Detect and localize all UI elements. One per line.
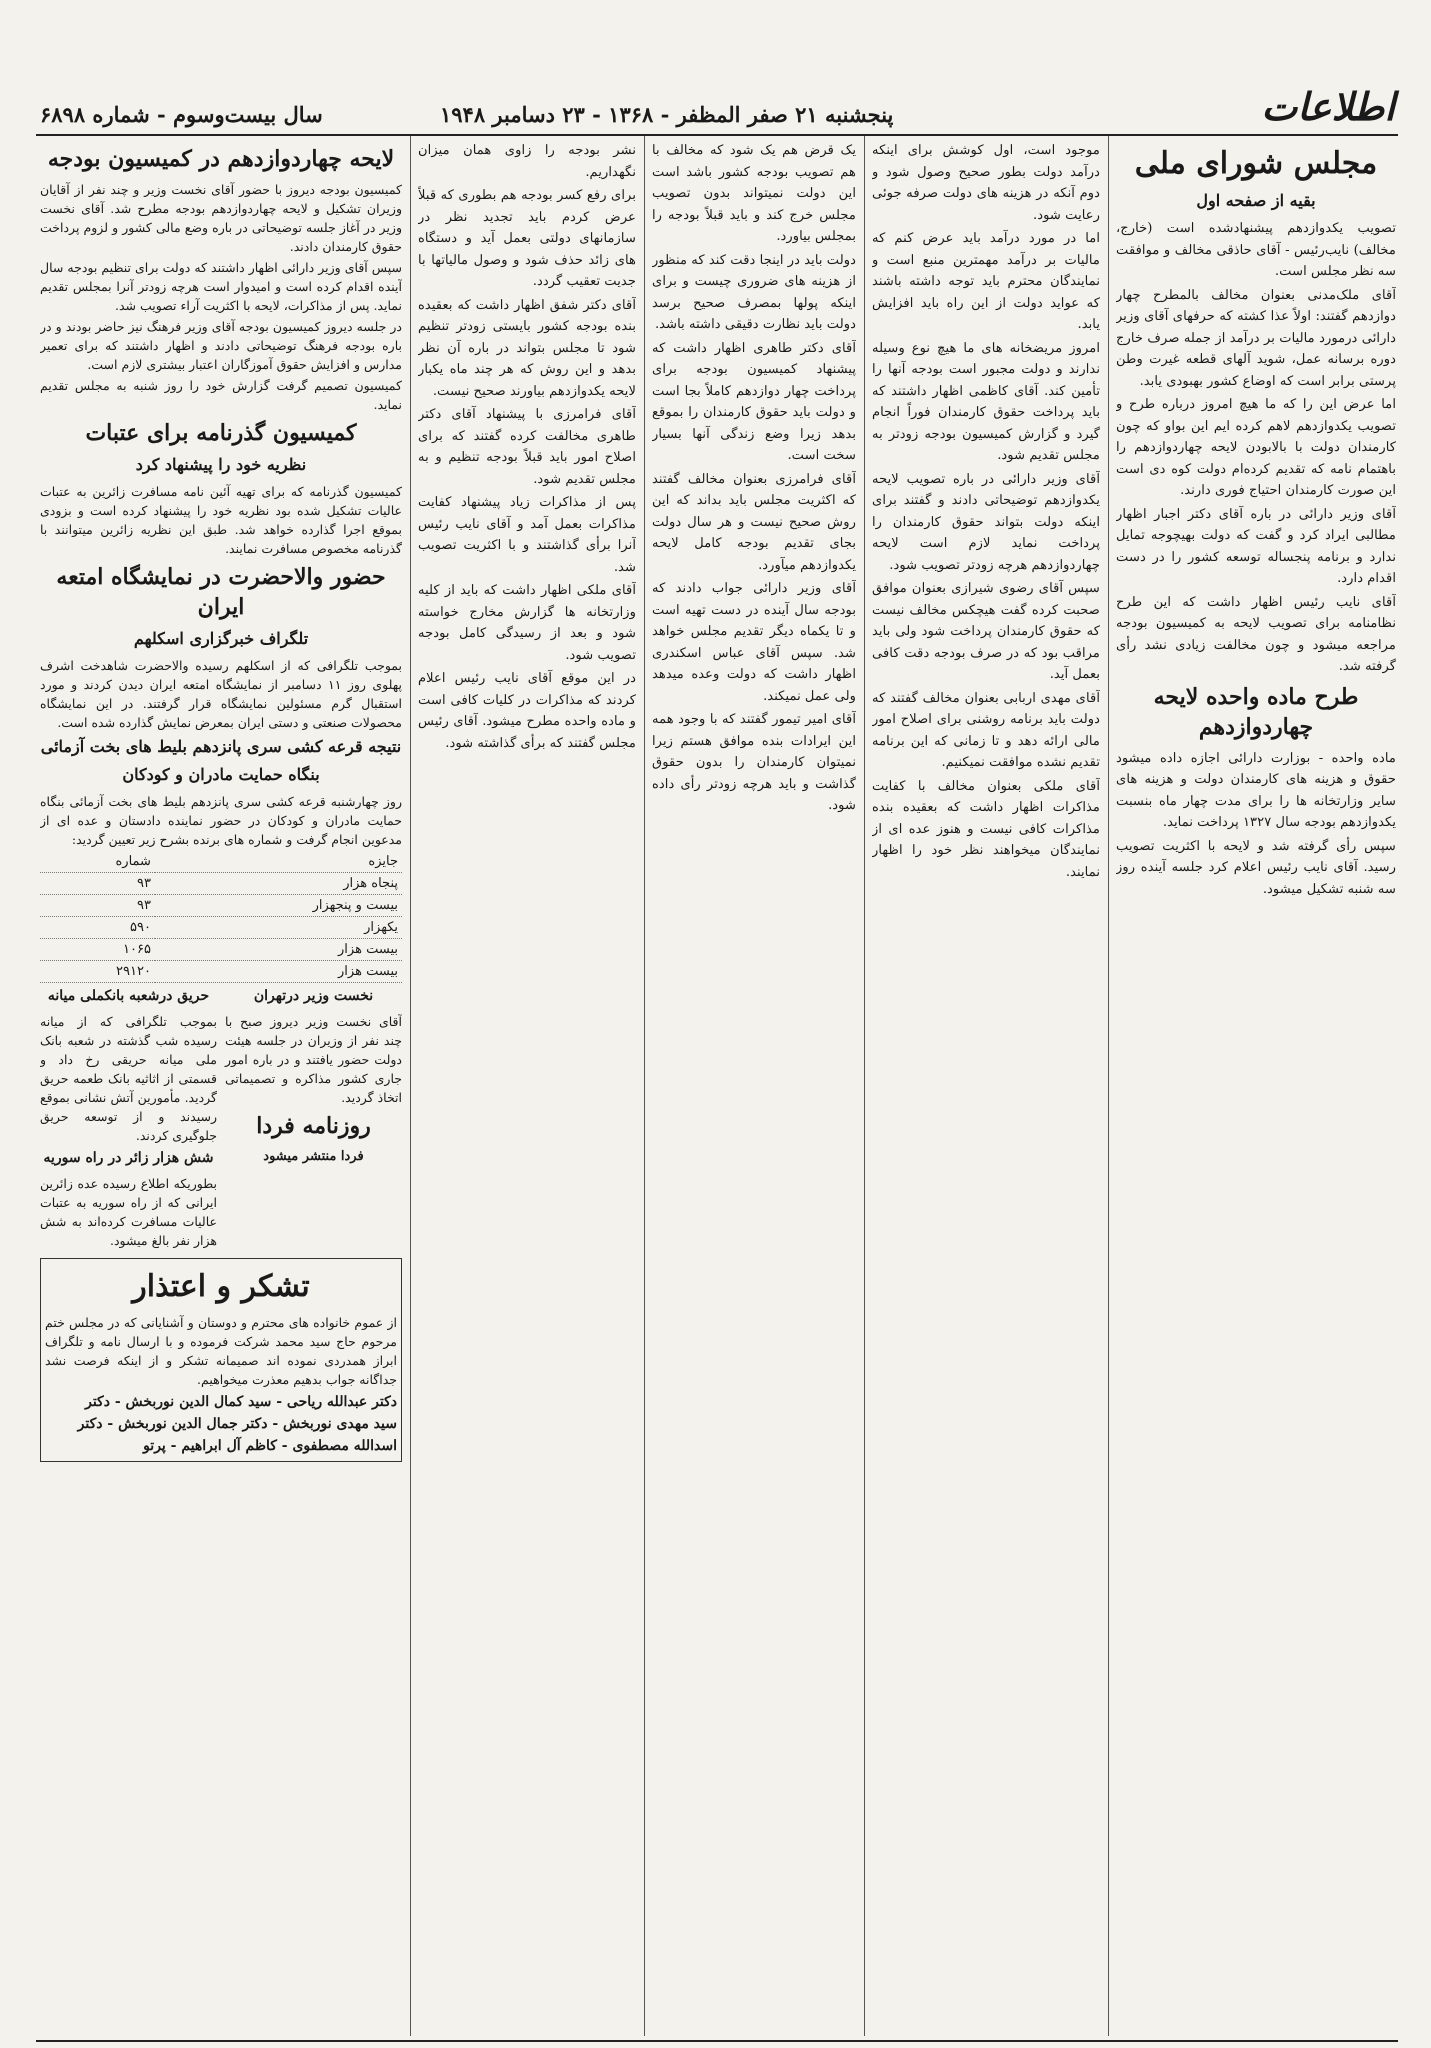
paragraph: آقای نخست وزیر دیروز صبح با چند نفر از وزیران در جلسه هیئت دولت حضور یافتند و در باره امور جاری کشور مذاکره و تصمیماتی اتخاذ گردید. [225, 1014, 402, 1105]
paragraph: آقای دکتر شفق اظهار داشت که بعقیده بنده بودجه کشور بایستی زودتر تنظیم شود تا مجلس بتواند در باره آن نظر بدهد و این روش که هر چند ماه یکبار لایحه یکدوازدهم بیاورند صحیح نیست. [418, 297, 636, 399]
paragraph: اما در مورد درآمد باید عرض کنم که مالیات بر درآمد مهمترین منبع است و نمایندگان محترم باید توجه داشته باشند که عواید دولت از این راه باید افزایش یابد. [872, 231, 1100, 332]
number-cell: ۲۹۱۲۰ [40, 961, 155, 983]
signature-line: سید مهدی نوربخش - دکتر جمال الدین نوربخش - دکتر [77, 1416, 397, 1432]
column-text-2 [872, 140, 1100, 2035]
prize-cell: بیست هزار [155, 939, 402, 961]
paragraph: آقای فرامرزی با پیشنهاد آقای دکتر طاهری مخالفت کرده گفتند که برای اصلاح امور باید قبلاً بودجه تنظیم و به مجلس تقدیم شود. [418, 407, 636, 487]
column-text-3 [652, 140, 856, 2035]
column-news [40, 140, 402, 2035]
number-cell: ۵۹۰ [40, 917, 155, 939]
paragraph: بطوریکه اطلاع رسیده عده زائرین ایرانی که از راه سوریه به عتبات عالیات مسافرت کرده‌اند به شش هزار نفر بالغ میشود. [40, 1176, 217, 1248]
article-title: کمیسیون گذرنامه برای عتبات [85, 420, 357, 446]
paragraph: یک قرض هم یک شود که مخالف با هم تصویب بودجه کشور باشد است این دولت نمیتواند بدون تصویب مجلس خرج کند و باید قبلاً بودجه را بمجلس بیاورد. [652, 143, 856, 244]
table-row [40, 873, 402, 895]
article-subtitle: فردا منتشر میشود [263, 1149, 364, 1164]
lottery-table [40, 851, 402, 983]
article-title: نتیجه قرعه کشی سری پانزدهم بلیط های بخت آزمائی [40, 737, 402, 756]
short-news-box [40, 983, 217, 1252]
paragraph: تصویب یکدوازدهم پیشنهادشده است (خارج، مخالف) نایب‌رئیس - آقای حاذقی مخالف و موافقت سه نظر مجلس است. [1116, 221, 1396, 279]
prize-cell: بیست و پنجهزار [155, 895, 402, 917]
column-divider [864, 136, 865, 2036]
prize-cell: بیست هزار [155, 961, 402, 983]
paragraph: امروز مریضخانه های ما هیچ نوع وسیله ندارند و دولت مجبور است بودجه آنها را تأمین کند. آقای کاظمی اظهار داشتند که باید پرداخت حقوق کارمندان فوراً انجام گیرد و گزارش کمیسیون بودجه زودتر به مجلس تقدیم شود. [872, 340, 1100, 463]
table-row [40, 895, 402, 917]
paragraph: آقای نایب رئیس اظهار داشت که این طرح نظامنامه برای تصویب لایحه به کمیسیون بودجه مراجعه میشود و چون مخالفت زیادی نشد رأی گرفته شد. [1116, 594, 1396, 674]
paragraph: آقای وزیر دارائی در باره آقای دکتر اجبار اظهار مطالبی ایراد کرد و گفت که دولت بهیچوجه تمایل ندارد و برنامه پنجساله توسعه کشور را در دست اقدام دارد. [1116, 506, 1396, 586]
table-header-row [40, 851, 402, 873]
article-subtitle: تلگراف خبرگزاری اسکلهم [133, 629, 309, 648]
prize-cell: یکهزار [155, 917, 402, 939]
issue-info: سال بیست‌وسوم - شماره ۶۸۹۸ [40, 102, 323, 127]
paragraph: دولت باید در اینجا دقت کند که منظور از هزینه های ضروری چیست و برای اینکه پولها بمصرف صحیح برسد دولت باید نظارت دقیقی داشته باشد. [652, 252, 856, 332]
paragraph: آقای ملکی بعنوان مخالف با کفایت مذاکرات اظهار داشت که بعقیده بنده مذاکرات کافی نیست و هنوز عده ای از نمایندگان میخواهند نظر خود را اظهار نمایند. [872, 778, 1100, 880]
paragraph: کمیسیون گذرنامه که برای تهیه آئین نامه مسافرت زائرین به عتبات عالیات تشکیل شده بود نظریه خود را پیشنهاد کرده است و بزودی بموقع اجرا گذارده خواهد شد. طبق این نظریه زائرین میتوانند با گذرنامه مخصوص مسافرت نمایند. [40, 484, 402, 556]
paragraph: در این موقع آقای نایب رئیس اعلام کردند که مذاکرات در کلیات کافی است و ماده واحده مطرح میشود. آقای رئیس مجلس گفتند که برأی گذاشته شود. [418, 671, 636, 751]
article-title: تشکر و اعتذار [132, 1269, 310, 1304]
signature-line: دکتر عبدالله ریاحی - سید کمال الدین نوربخش - دکتر [85, 1394, 397, 1410]
paragraph: سپس آقای رضوی شیرازی بعنوان موافق صحبت کرده گفت هیچکس مخالف نیست که حقوق کارمندان پرداخت شود ولی باید مراقب بود که در صرف بودجه دقت کافی بعمل آید. [872, 581, 1100, 682]
article-title: روزنامه فردا [256, 1113, 371, 1139]
table-row [40, 917, 402, 939]
masthead-rule [36, 134, 1398, 136]
article-title: مجلس شورای ملی [1134, 146, 1378, 181]
paragraph: کمیسیون بودجه دیروز با حضور آقای نخست وزیر و چند نفر از آقایان وزیران تشکیل و لایحه چهاردوازدهم بودجه مطرح شد. آقای نخست وزیر در آغاز جلسه توضیحاتی در باره وضع مالی کشور و لزوم پرداخت حقوق کارمندان دادند. [40, 182, 402, 254]
number-cell: ۱۰۶۵ [40, 939, 155, 961]
article-title: حریق درشعبه بانکملی میانه [47, 988, 210, 1004]
paragraph: بموجب تلگرافی که از میانه رسیده شب گذشته در شعبه بانک ملی میانه حریقی رخ داد و قسمتی از اثاثیه بانک طعمه حریق گردید. مأمورین آتش نشانی بموقع رسیدند و از توسعه حریق جلوگیری کردند. [40, 1014, 217, 1143]
header-cell: شماره [40, 851, 155, 873]
column-text-4 [418, 140, 636, 2035]
paragraph: آقای ملک‌مدنی بعنوان مخالف بالمطرح چهار دوازدهم گفتند: اولاً عذا کشته که حرفهای آقای وزیر دارائی درمورد مالیات بر درآمد از جمله صرف خارج دوره برسانه عمل، شوید آلهای قطعه غیرت وطن پرستی برابر است که اوضاع کشور بهبودی یابد. [1116, 287, 1396, 389]
paragraph: اما عرض این را که ما هیچ امروز درباره طرح و تصویب یکدوازدهم لاهم کرده ایم این بواو که چون کارمندان دولت با بالابودن لایحه چهاردوازدهم را باهتمام نامه که تقدیم کرده‌ام دولت کوه دی است این صورت کارمندان احتیاج فوری دارند. [1116, 397, 1396, 498]
masthead [40, 84, 1395, 132]
paragraph: از عموم خانواده های محترم و دوستان و آشنایانی که در مجلس ختم مرحوم حاج سید محمد شرکت فرموده و با ارسال نامه و تلگراف ابراز همدردی نموده اند صمیمانه تشکر و از اینکه فرصت نشد جداگانه جواب بدهیم معذرت میخواهیم. [45, 1315, 397, 1387]
paragraph: سپس آقای وزیر دارائی اظهار داشتند که دولت برای تنظیم بودجه سال آینده اقدام کرده است و امیدوار است هرچه زودتر آنرا بمجلس تقدیم نماید. پس از مذاکرات، لایحه با اکثریت آراء تصویب شد. [40, 260, 402, 313]
column-parliament [1116, 140, 1396, 2035]
paragraph: روز چهارشنبه قرعه کشی سری پانزدهم بلیط های بخت آزمائی بنگاه حمایت مادران و کودکان در حضور نماینده دادستان و عده ای از مدعوین انجام گرفت و شماره های برنده بشرح زیر تعیین گردید: [40, 794, 402, 847]
number-cell: ۹۳ [40, 895, 155, 917]
article-title: نخست وزیر درتهران [253, 988, 374, 1004]
paragraph: ماده واحده - بوزارت دارائی اجازه داده میشود حقوق و هزینه های کارمندان دولت و هزینه های سایر وزارتخانه ها را برای مدت چهار ماه بنسبت یکدوازدهم بودجه سال ۱۳۲۷ پرداخت نماید. [1116, 750, 1396, 830]
number-cell: ۹۳ [40, 873, 155, 895]
paragraph: آقای دکتر طاهری اظهار داشت که پیشنهاد کمیسیون بودجه برای پرداخت چهار دوازدهم کاملاً بجا است و دولت باید حقوق کارمندان را بموقع بدهد زیرا وضع زندگی آنها بسیار سخت است. [652, 340, 856, 463]
paragraph: کمیسیون تصمیم گرفت گزارش خود را روز شنبه به مجلس تقدیم نماید. [40, 378, 402, 412]
article-subtitle: نظریه خود را پیشنهاد کرد [135, 455, 307, 474]
paragraph: در جلسه دیروز کمیسیون بودجه آقای وزیر فرهنگ نیز حاضر بودند و در باره بودجه فرهنگ توضیحاتی دادند و اظهار داشتند که برای تعمیر مدارس و افزایش حقوق آموزگاران اعتبار بیشتری لازم است. [40, 319, 402, 372]
paragraph: آقای ملکی اظهار داشت که باید از کلیه وزارتخانه ها گزارش مخارج خواسته شود و بعد از رسیدگی کامل بودجه تصویب شود. [418, 583, 636, 663]
date-line: پنجشنبه ۲۱ صفر المظفر - ۱۳۶۸ - ۲۳ دسامبر ۱۹۴۸ [440, 102, 894, 127]
paragraph: آقای امیر تیمور گفتند که با وجود همه این ایرادات بنده موافق هستم زیرا نمیتوان کارمندان را بدون حقوق گذاشت و باید هرچه زودتر رأی داده شود. [652, 712, 856, 813]
column-divider [410, 136, 411, 2036]
article-title: حضور والاحضرت در نمایشگاه امتعه ایران [56, 564, 386, 620]
paragraph: موجود است، اول کوشش برای اینکه درآمد دولت بطور صحیح وصول شود و دوم آنکه در هزینه های دولت صرفه جوئی رعایت شود. [872, 143, 1100, 223]
table-row [40, 939, 402, 961]
paragraph: آقای مهدی اربابی بعنوان مخالف گفتند که دولت باید برنامه روشنی برای اصلاح امور مالی ارائه دهد و تا زمانی که این برنامه تقدیم نشده موافقت نمیکنیم. [872, 690, 1100, 770]
paragraph: پس از مذاکرات زیاد پیشنهاد کفایت مذاکرات بعمل آمد و آقای نایب رئیس آنرا برأی گذاشتند و با اکثریت تصویب شد. [418, 495, 636, 575]
section-heading: طرح ماده واحده لایحه چهاردوازدهم [1153, 683, 1359, 740]
article-subtitle: بقیه از صفحه اول [1196, 191, 1316, 210]
prize-cell: پنجاه هزار [155, 873, 402, 895]
thanks-notice [40, 1258, 402, 1462]
paragraph: آقای فرامرزی بعنوان مخالف گفتند که اکثریت مجلس باید بداند که این روش صحیح نیست و هر سال دولت بجای تقدیم بودجه کامل لایحه یکدوازدهم میآورد. [652, 471, 856, 573]
column-divider [644, 136, 645, 2036]
column-divider [1108, 136, 1109, 2036]
newspaper-logo: اطلاعات [1261, 84, 1395, 129]
article-title: لایحه چهاردوازدهم در کمیسیون بودجه [47, 146, 395, 172]
paragraph: آقای وزیر دارائی جواب دادند که بودجه سال آینده در دست تهیه است و تا یکماه دیگر تقدیم مجلس خواهد شد. سپس آقای عباس اسکندری اظهار داشت که دولت وعده میدهد ولی عمل نمیکند. [652, 581, 856, 704]
paragraph: بموجب تلگرافی که از اسکلهم رسیده والاحضرت شاهدخت اشرف پهلوی روز ۱۱ دسامبر از نمایشگاه امتعه ایران دیدن کردند و مورد استقبال گرم مسئولین نمایشگاه قرار گرفتند. در این نمایشگاه محصولات صنعتی و دستی ایران بمعرض نمایش گذارده شده است. [40, 658, 402, 730]
paragraph: آقای وزیر دارائی در باره تصویب لایحه یکدوازدهم توضیحاتی دادند و گفتند برای اینکه دولت بتواند حقوق کارمندان را پرداخت نماید لازم است لایحه چهاردوازدهم هرچه زودتر تصویب شود. [872, 471, 1100, 573]
signature-line: اسدالله مصطفوی - کاظم آل ابراهیم - پرتو [143, 1438, 397, 1454]
short-news-row [40, 983, 402, 1252]
article-subtitle: بنگاه حمایت مادران و کودکان [122, 765, 320, 784]
header-cell: جایزه [155, 851, 402, 873]
article-title: شش هزار زائر در راه سوریه [43, 1150, 214, 1166]
paragraph: نشر بودجه را زاوی همان میزان نگهداریم. [418, 143, 636, 180]
paragraph: سپس رأی گرفته شد و لایحه با اکثریت تصویب رسید. آقای نایب رئیس اعلام کرد جلسه آینده روز سه شنبه تشکیل میشود. [1116, 838, 1396, 897]
short-news-box [225, 983, 402, 1252]
table-row [40, 961, 402, 983]
paragraph: برای رفع کسر بودجه هم بطوری که قبلاً عرض کردم باید تجدید نظر در سازمانهای دولتی بعمل آید و دستگاه های زائد حذف شود و وصول مالیاتها با جدیت تعقیب گردد. [418, 188, 636, 289]
bottom-rule [36, 2040, 1398, 2042]
